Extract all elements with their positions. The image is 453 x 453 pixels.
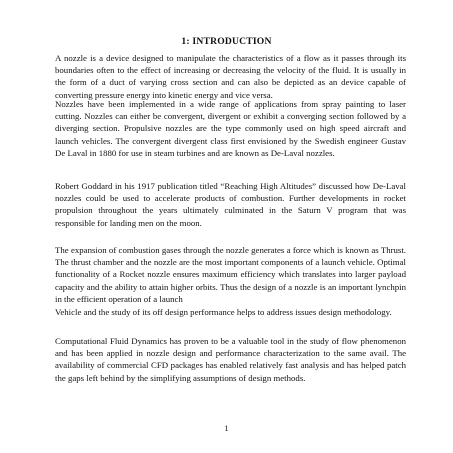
page-number: 1 xyxy=(224,423,229,433)
paragraph-nozzle-applications: Nozzles have been implemented in a wide range of applications from spray painting to laser cutting. Nozzles can either be convergent, divergent or exhibit a converging section followed by a diverging section. Propulsive nozzles are the type commonly used on high speed aircraft and launch vehicles. The convergent divergent class first envisioned by the Swedish engineer Gustav De Laval in 1880 for use in steam turbines and are known as De-Laval nozzles. xyxy=(55,99,406,158)
section-heading: 1: INTRODUCTION xyxy=(181,36,272,47)
paragraph-off-design: Vehicle and the study of its off design performance helps to address issues design methodology. xyxy=(55,307,392,317)
paragraph-goddard-history: Robert Goddard in his 1917 publication titled “Reaching High Altitudes” discussed how De-Laval nozzles could be used to accelerate products of combustion. Further developments in rocket propulsion throughout the years ultimately culminated in the Saturn V program that was responsible for landing men on the moon. xyxy=(55,181,406,228)
paragraph-thrust: The expansion of combustion gases through the nozzle generates a force which is known as Thrust. The thrust chamber and the nozzle are the most important components of a launch vehicle. Optimal functionality of a Rocket nozzle ensures maximum efficiency which translates into larger payload capacity and the ability to attain higher orbits. Thus the design of a nozzle is an important lynchpin in the efficient operation of a launch xyxy=(55,245,406,304)
paragraph-cfd: Computational Fluid Dynamics has proven to be a valuable tool in the study of flow phenomenon and has been applied in nozzle design and performance characterization to the same avail. The availability of commercial CFD packages has enabled relatively fast analysis and has helped patch the gaps left behind by the simplifying assumptions of design methods. xyxy=(55,336,406,383)
paragraph-nozzle-definition: A nozzle is a device designed to manipulate the characteristics of a flow as it passes through its boundaries often to the effect of increasing or decreasing the velocity of the fluid. It is usually in the form of a duct of varying cross section and can also be depicted as an device capable of converting pressure energy into kinetic energy and vice versa. xyxy=(55,53,406,100)
